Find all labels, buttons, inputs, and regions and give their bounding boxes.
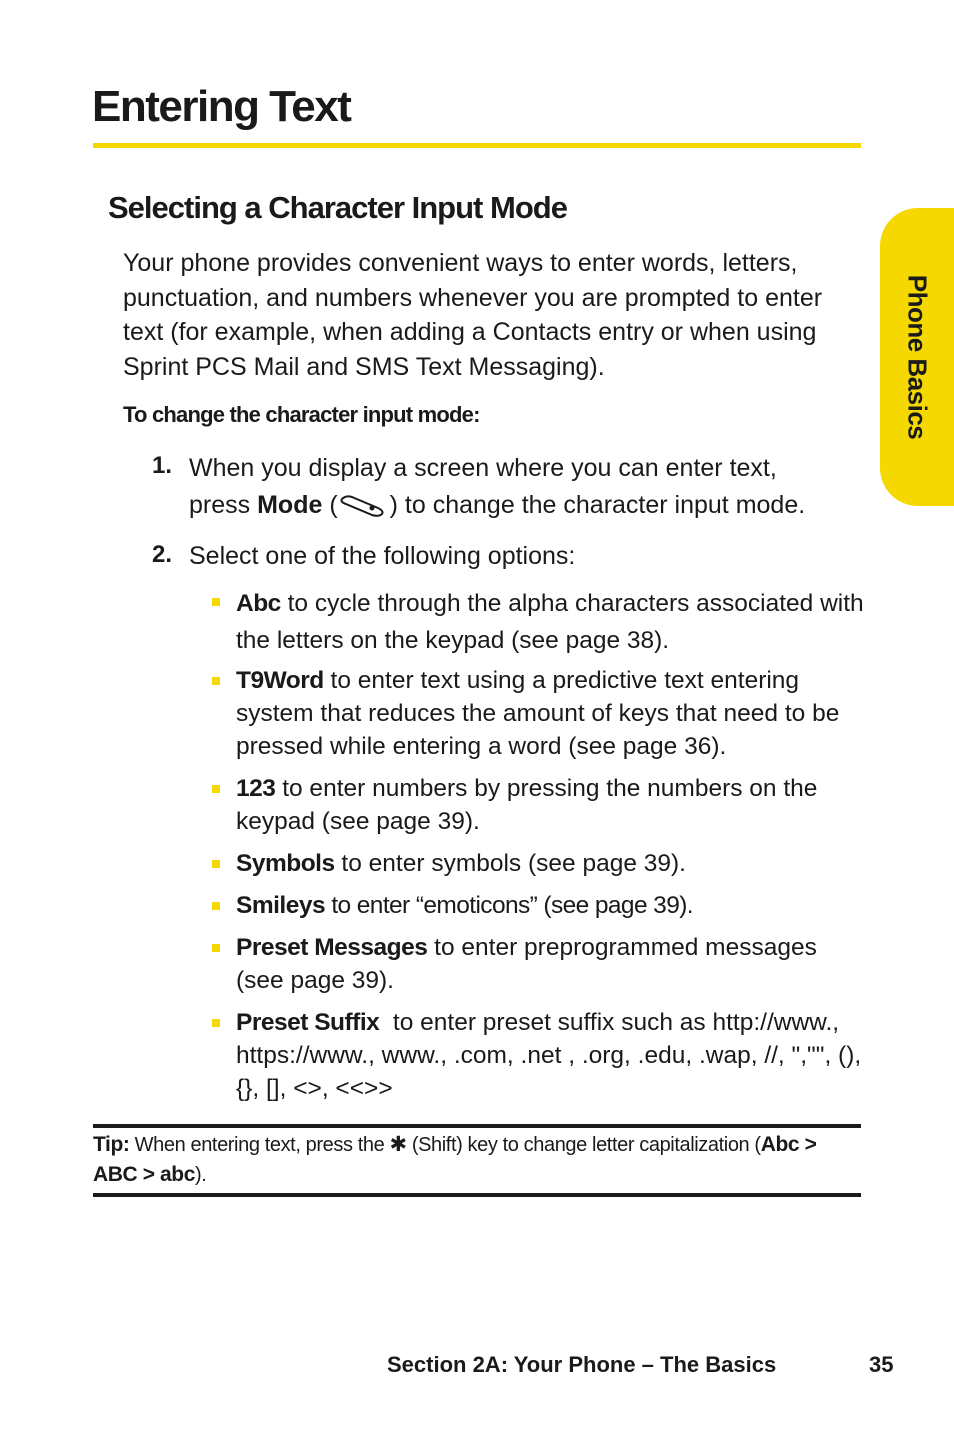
bullet-marker [212,944,220,952]
bullet-marker [212,902,220,910]
bullet-marker [212,860,220,868]
left-softkey-icon [338,492,390,518]
section-side-tab [880,208,954,506]
procedure-subhead: To change the character input mode: [123,402,480,427]
option-abc: Abc to cycle through the alpha characters associated with the letters on the keypad (see page 38). [236,590,864,654]
step-1-line-2: press Mode ( ) to change the character input mode. [189,491,806,519]
step-number: 2. [152,541,173,568]
bullet-marker [212,598,220,606]
option-t9word: T9Word to enter text using a predictive text entering system that reduces the amount of keys that need to be pressed while entering a word (see page 36). [236,667,840,760]
option-smileys: Smileys to enter “emoticons” (see page 39). [236,892,694,919]
tip-rule-top [93,1124,861,1128]
footer-section-title: Section 2A: Your Phone – The Basics [387,1352,777,1377]
option-symbols: Symbols to enter symbols (see page 39). [236,850,686,877]
page-title: Entering Text [92,82,351,131]
step-1-line-1: When you display a screen where you can enter text, [189,454,777,482]
tip-rule-bottom [93,1193,861,1197]
option-preset-messages: Preset Messages to enter preprogrammed messages (see page 39). [236,934,817,994]
mode-key-label: Mode [257,491,323,519]
side-tab-label: Phone Basics [902,274,933,440]
step-2-text: Select one of the following options: [189,542,576,570]
title-underline [93,143,861,148]
page-number: 35 [869,1352,894,1377]
tip-note: Tip: When entering text, press the ✱ (Shift) key to change letter capitalization (Abc > ABC > abc). [93,1133,817,1186]
star-key-icon: ✱ [389,1133,407,1156]
bullet-marker [212,1019,220,1027]
bullet-marker [212,677,220,685]
capitalization-sequence: Abc > ABC > abc [93,1133,817,1186]
intro-paragraph: Your phone provides convenient ways to enter words, letters, punctuation, and numbers whenever you are prompted to enter text (for example, when adding a Contacts entry or when using Sprint PCS Mail and SMS Text Messaging). [123,249,823,381]
step-number: 1. [152,452,173,479]
bullet-marker [212,785,220,793]
option-preset-suffix: Preset Suffix to enter preset suffix such as http://www., https://www., www., .com, .net , .org, .edu, .wap, //, ","", (), {}, [], <>, <<>> [236,1009,868,1102]
step-1-text [189,450,869,524]
option-123: 123 to enter numbers by pressing the numbers on the keypad (see page 39). [236,775,818,835]
section-heading: Selecting a Character Input Mode [108,190,567,225]
tip-label: Tip: [93,1133,130,1156]
